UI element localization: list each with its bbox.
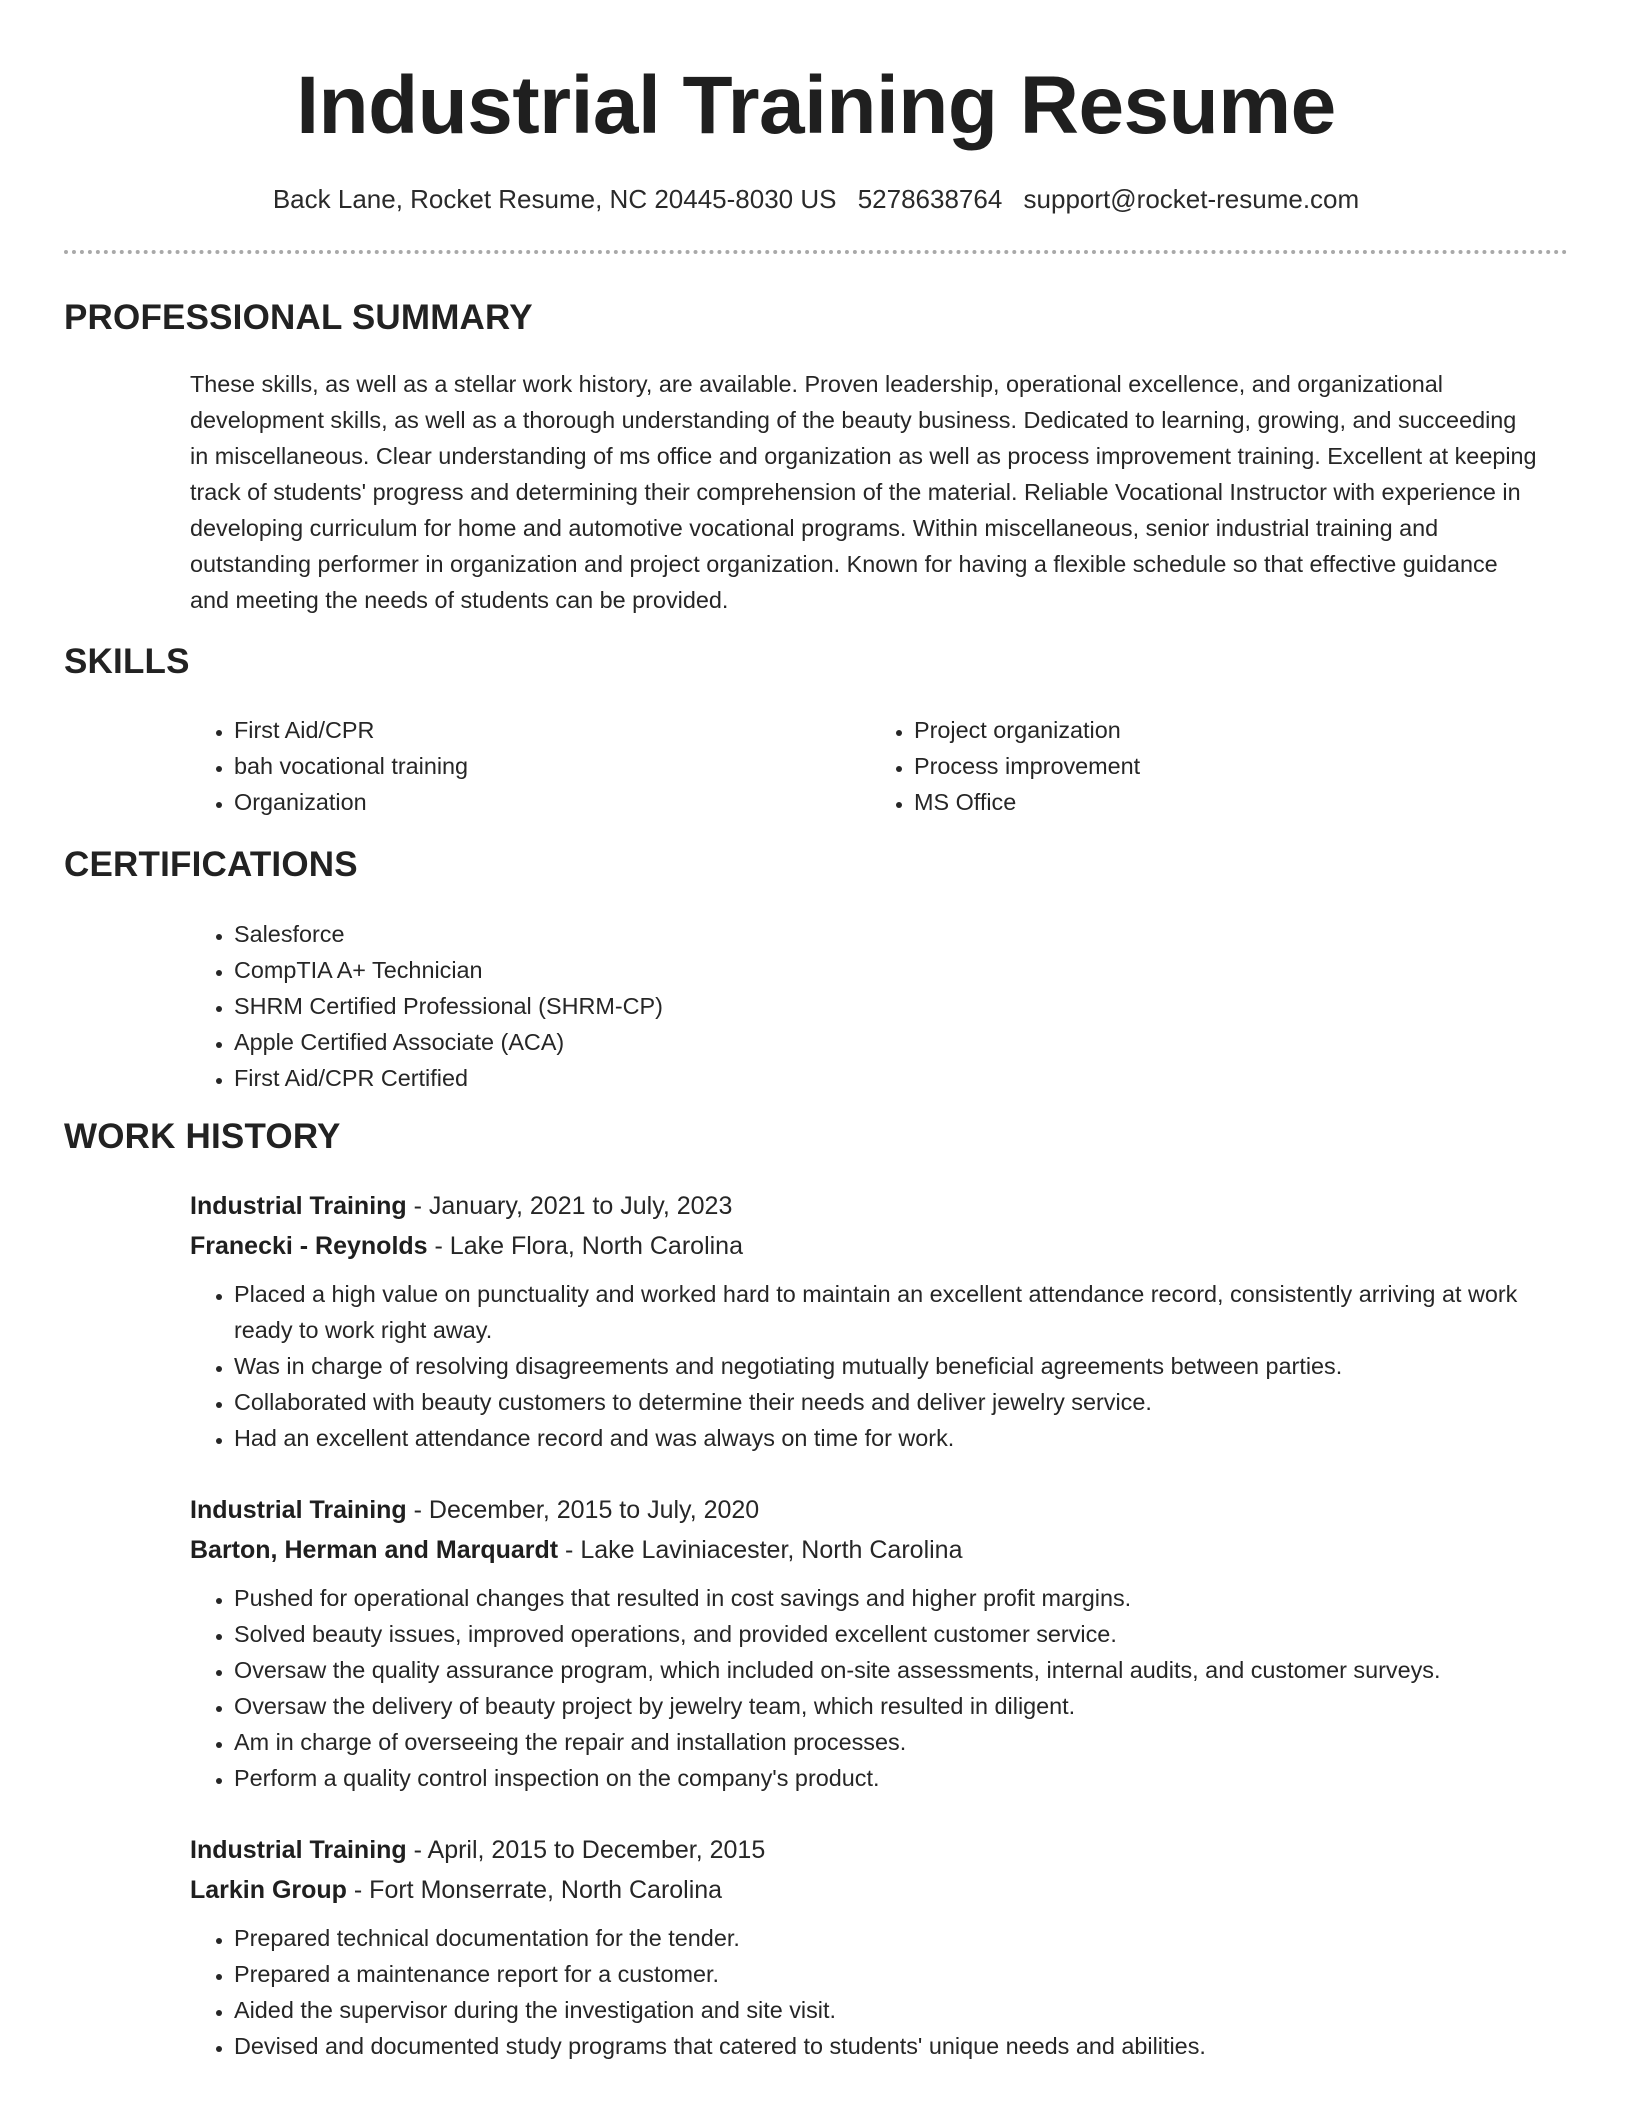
job-dates: - April, 2015 to December, 2015: [406, 1836, 766, 1864]
job-duty: • Placed a high value on punctuality and worked hard to maintain an excellent attendance record, consistently arriving at work ready to work right away.: [234, 1276, 1560, 1348]
section-heading-skills: SKILLS: [64, 642, 190, 681]
job-title-line: [190, 1186, 1560, 1226]
job-location: - Lake Flora, North Carolina: [427, 1232, 743, 1260]
job-duty: • Oversaw the quality assurance program, which included on-site assessments, internal audits, and customer surveys.: [234, 1652, 1560, 1688]
job-entry: [190, 1830, 1560, 2064]
job-duty: • Devised and documented study programs that catered to students' unique needs and abilities.: [234, 2028, 1560, 2064]
skill-item: • MS Office: [914, 784, 1550, 820]
job-duties: [190, 1920, 1560, 2064]
job-duty: • Was in charge of resolving disagreements and negotiating mutually beneficial agreements between parties.: [234, 1348, 1560, 1384]
summary-text: These skills, as well as a stellar work history, are available. Proven leadership, operational excellence, and organizational development skills, as well as a thorough understanding of the beauty business. Dedicated to learning, growing, and succeeding in miscellaneous. Clear understanding of ms office and organization as well as process improvement training. Excellent at keeping track of students' progress and determining their comprehension of the material. Reliable Vocational Instructor with experience in developing curriculum for home and automotive vocational programs. Within miscellaneous, senior industrial training and outstanding performer in organization and project organization. Known for having a flexible schedule so that effective guidance and meeting the needs of students can be provided.: [190, 371, 1537, 613]
skills-column-left: [190, 712, 870, 820]
contact-address: Back Lane, Rocket Resume, NC 20445-8030 US: [272, 184, 837, 214]
certification-item: • Apple Certified Associate (ACA): [234, 1024, 1540, 1060]
job-dates: - December, 2015 to July, 2020: [406, 1496, 760, 1524]
job-title-line: [190, 1830, 1560, 1870]
job-duty: • Prepared a maintenance report for a customer.: [234, 1956, 1560, 1992]
job-company: Larkin Group: [190, 1876, 347, 1904]
job-duty: • Oversaw the delivery of beauty project by jewelry team, which resulted in diligent.: [234, 1688, 1560, 1724]
job-title: Industrial Training: [190, 1192, 407, 1220]
job-company: Franecki - Reynolds: [190, 1232, 428, 1260]
contact-line: [0, 182, 1632, 216]
job-title: Industrial Training: [190, 1496, 407, 1524]
skills-column-right: [870, 712, 1550, 820]
skill-item: • Organization: [234, 784, 870, 820]
job-entry: [190, 1490, 1560, 1796]
job-duty: • Had an excellent attendance record and was always on time for work.: [234, 1420, 1560, 1456]
resume-title: Industrial Training Resume: [296, 60, 1336, 151]
job-company-line: [190, 1870, 1560, 1910]
certifications-list: [190, 916, 1540, 1096]
job-company-line: [190, 1530, 1560, 1570]
job-company-line: [190, 1226, 1560, 1266]
certification-item: • Salesforce: [234, 916, 1540, 952]
job-company: Barton, Herman and Marquardt: [190, 1536, 559, 1564]
job-duties: [190, 1580, 1560, 1796]
skill-item: • bah vocational training: [234, 748, 870, 784]
job-duty: • Solved beauty issues, improved operations, and provided excellent customer service.: [234, 1616, 1560, 1652]
skill-item: • First Aid/CPR: [234, 712, 870, 748]
skills-list: [190, 712, 1570, 820]
job-entry: [190, 1186, 1560, 1456]
job-duty: • Aided the supervisor during the investigation and site visit.: [234, 1992, 1560, 2028]
certification-item: • CompTIA A+ Technician: [234, 952, 1540, 988]
certification-item: • SHRM Certified Professional (SHRM-CP): [234, 988, 1540, 1024]
job-duty: • Perform a quality control inspection on the company's product.: [234, 1760, 1560, 1796]
job-title-line: [190, 1490, 1560, 1530]
job-location: - Fort Monserrate, North Carolina: [346, 1876, 723, 1904]
header-divider: [64, 250, 1568, 254]
section-heading-certifications: CERTIFICATIONS: [64, 845, 358, 884]
job-duty: • Pushed for operational changes that resulted in cost savings and higher profit margins.: [234, 1580, 1560, 1616]
contact-email: support@rocket-resume.com: [1023, 184, 1360, 214]
job-title: Industrial Training: [190, 1836, 407, 1864]
section-heading-work-history: WORK HISTORY: [64, 1117, 341, 1156]
section-heading-summary: PROFESSIONAL SUMMARY: [64, 298, 533, 337]
job-duty: • Am in charge of overseeing the repair and installation processes.: [234, 1724, 1560, 1760]
job-dates: - January, 2021 to July, 2023: [406, 1192, 733, 1220]
job-location: - Lake Laviniacester, North Carolina: [558, 1536, 963, 1564]
skill-item: • Project organization: [914, 712, 1550, 748]
job-duties: [190, 1276, 1560, 1456]
job-duty: • Collaborated with beauty customers to determine their needs and deliver jewelry service.: [234, 1384, 1560, 1420]
skill-item: • Process improvement: [914, 748, 1550, 784]
certification-item: • First Aid/CPR Certified: [234, 1060, 1540, 1096]
job-duty: • Prepared technical documentation for the tender.: [234, 1920, 1560, 1956]
contact-phone: 5278638764: [857, 184, 1003, 214]
